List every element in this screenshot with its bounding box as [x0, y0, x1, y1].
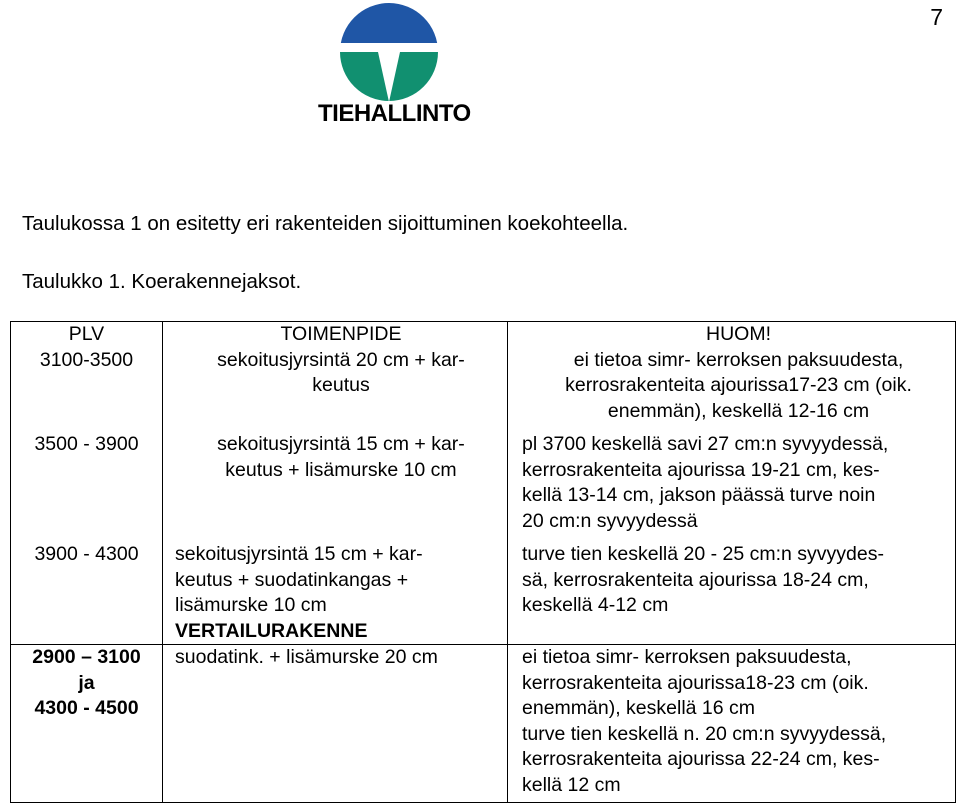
- plv-cell: 3100-3500: [11, 348, 163, 433]
- toimenpide-cell: sekoitusjyrsintä 15 cm + kar- keutus + lisämurske 10 cm: [163, 432, 508, 542]
- page-number: 7: [930, 4, 943, 30]
- logo-wordmark: TIEHALLINTO: [318, 100, 471, 127]
- toimenpide-cell: sekoitusjyrsintä 15 cm + kar- keutus + suodatinkangas + lisämurske 10 cm VERTAILURAKENNE: [163, 542, 508, 645]
- header-toimenpide: TOIMENPIDE: [163, 322, 508, 348]
- table-caption: Taulukko 1. Koerakennejaksot.: [22, 270, 302, 293]
- table-row: [11, 348, 956, 433]
- reference-heading: VERTAILURAKENNE: [175, 619, 368, 642]
- table-row: [11, 432, 956, 542]
- header-huom: HUOM!: [706, 323, 771, 345]
- toimenpide-cell: sekoitusjyrsintä 20 cm + kar- keutus: [163, 348, 508, 433]
- logo-white-bar: [318, 43, 460, 52]
- plv-cell: 3500 - 3900: [11, 432, 163, 542]
- huom-cell: turve tien keskellä 20 - 25 cm:n syvyydes- sä, kerrosrakenteita ajourissa 18-24 cm, keskellä 4-12 cm: [522, 543, 884, 616]
- table-row: [11, 542, 956, 645]
- huom-cell: pl 3700 keskellä savi 27 cm:n syvyydessä, kerrosrakenteita ajourissa 19-21 cm, kes- kellä 13-14 cm, jakson päässä turve noin 20 cm:n syvyydessä: [522, 433, 889, 532]
- plv-cell: 2900 – 3100 ja 4300 - 4500: [11, 645, 163, 803]
- logo-top-blue: [318, 2, 460, 43]
- huom-cell: ei tietoa simr- kerroksen paksuudesta, kerrosrakenteita ajourissa18-23 cm (oik. enemmän), keskellä 16 cm turve tien keskellä n. 20 cm:n syvyydessä, kerrosrakenteita ajourissa 22-24 cm, kes- kellä 12 cm: [522, 646, 887, 796]
- table-header-row: [11, 322, 956, 348]
- header-plv: PLV: [11, 322, 163, 348]
- intro-text: Taulukossa 1 on esitetty eri rakenteiden sijoittuminen koekohteella.: [22, 212, 629, 235]
- plv-cell: 3900 - 4300: [11, 542, 163, 645]
- reference-row: [11, 645, 956, 803]
- structures-table: [10, 321, 956, 803]
- toimenpide-cell: suodatink. + lisämurske 20 cm: [163, 645, 508, 803]
- huom-cell: ei tietoa simr- kerroksen paksuudesta, kerrosrakenteita ajourissa17-23 cm (oik. enemmän), keskellä 12-16 cm: [565, 348, 912, 422]
